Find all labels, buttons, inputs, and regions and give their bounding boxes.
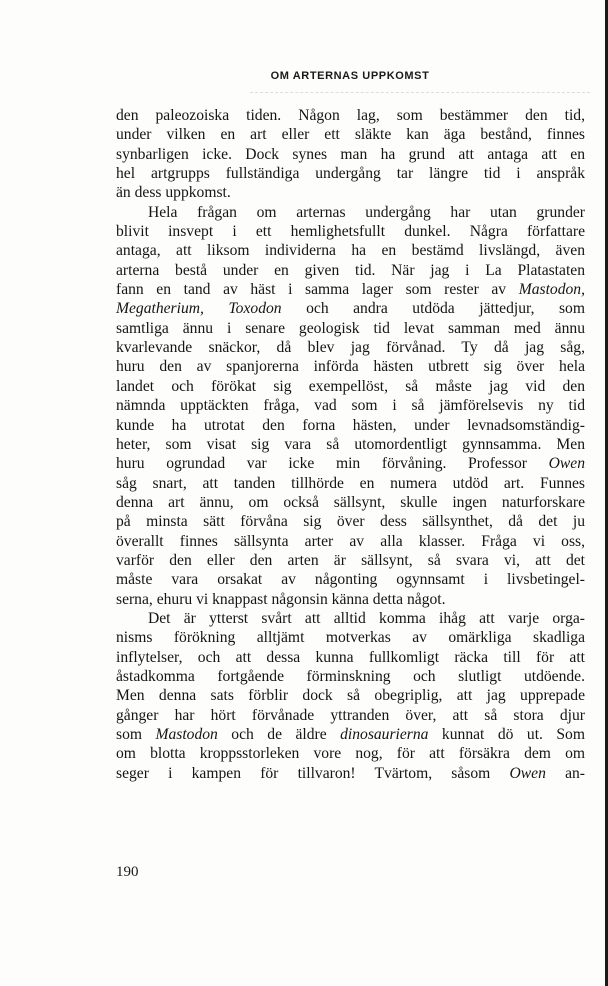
text-line: [116, 319, 585, 338]
text-line: [116, 628, 585, 647]
text-line: [116, 648, 585, 667]
text-segment: landet och förökat sig exempellöst, så måste jag vid den: [116, 377, 585, 395]
text-segment: an-: [545, 764, 586, 782]
text-line: [116, 357, 585, 376]
running-head: OM ARTERNAS UPPKOMST: [270, 70, 430, 82]
text-segment: och de äldre: [217, 726, 341, 743]
text-line: [116, 261, 585, 280]
text-line: [116, 241, 585, 260]
text-segment: än dess uppkomst.: [116, 184, 231, 202]
text-line: [116, 454, 585, 473]
text-segment: den paleozoiska tiden. Någon lag, som bestämmer den tid,: [116, 107, 585, 124]
text-segment: seger i kampen för tillvaron! Tvärtom, såsom: [116, 764, 510, 782]
text-line: [116, 551, 585, 570]
text-line: [116, 435, 585, 454]
text-line: [116, 725, 585, 744]
header-faint-marks: [250, 92, 590, 95]
italic-term: Owen: [548, 455, 585, 473]
text-segment: inflytelser, och att dessa kunna fullkomligt räcka till för att: [116, 648, 585, 666]
text-line: [116, 532, 585, 551]
text-segment: nisms förökning alltjämt motverkas av omärkliga skadliga: [116, 629, 585, 647]
text-line: [116, 222, 585, 241]
text-segment: varför den eller den arten är sällsynt, så svara vi, att det: [116, 551, 585, 569]
text-line: [116, 493, 585, 512]
text-line: [116, 299, 585, 318]
text-segment: serna, ehuru vi knappast någonsin känna detta något.: [116, 590, 446, 608]
italic-term: Owen: [509, 764, 546, 782]
text-line: [116, 764, 585, 783]
text-segment: [204, 300, 229, 317]
italic-term: Mastodon,: [518, 281, 585, 299]
italic-term: Mastodon: [155, 726, 218, 743]
text-segment: gånger har hört förvånade yttranden över, att så stora djur: [116, 706, 585, 724]
page-number: 190: [116, 864, 139, 880]
text-segment: om blotta kroppsstorleken vore nog, för att försäkra dem om: [116, 745, 585, 763]
text-segment: blivit insvept i ett hemlighetsfullt dunkel. Några författare: [116, 223, 585, 241]
text-line: [116, 609, 585, 628]
body-text: [116, 106, 585, 783]
text-segment: nämnda upptäckten fråga, vad som i så jämförelsevis ny tid: [116, 397, 585, 415]
text-line: [116, 338, 585, 357]
text-line: [116, 474, 585, 493]
text-segment: huru ogrundad var icke min förvåning. Professor: [116, 455, 549, 473]
text-segment: samtliga ännu i senare geologisk tid levat samman med ännu: [116, 319, 585, 337]
text-segment: hel artgrupps fullständiga undergång tar längre tid i anspråk: [116, 165, 585, 183]
text-segment: fann en tand av häst i samma lager som rester av: [116, 281, 519, 299]
text-line: [116, 183, 585, 202]
text-line: [116, 164, 585, 183]
text-line: [116, 706, 585, 725]
text-segment: kunde ha utrotat den forna hästen, under levnadsomständig-: [116, 416, 585, 434]
text-segment: denna art ännu, om också sällsynt, skulle ingen naturforskare: [116, 493, 585, 511]
text-line: [116, 744, 585, 763]
text-line: [116, 125, 585, 144]
italic-term: Megatherium,: [116, 300, 204, 318]
text-segment: Men denna sats förblir dock så obegriplig, att jag upprepade: [116, 687, 585, 705]
text-line: [116, 686, 585, 705]
text-line: [116, 377, 585, 396]
text-line: [116, 570, 585, 589]
text-segment: kvarlevande snäckor, då blev jag förvånad. Ty då jag såg,: [116, 339, 585, 357]
text-segment: huru den av spanjorerna införda hästen utbrett sig över hela: [116, 358, 585, 376]
text-segment: måste vara orsakat av någonting ogynnsamt i livsbetingel-: [116, 571, 585, 589]
text-segment: överallt finnes sällsynta arter av alla klasser. Fråga vi oss,: [116, 532, 585, 550]
text-segment: synbarligen icke. Dock synes man ha grund att antaga att en: [116, 145, 585, 163]
text-line: [116, 590, 585, 609]
text-segment: Det är ytterst svårt att alltid komma ihåg att varje orga-: [148, 609, 585, 627]
text-line: [116, 106, 585, 125]
text-line: [116, 145, 585, 164]
text-segment: kunnat dö ut. Som: [428, 726, 585, 743]
text-line: [116, 203, 585, 222]
italic-term: Toxodon: [228, 300, 282, 318]
text-segment: såg snart, att tanden tillhörde en numera utdöd art. Funnes: [116, 474, 585, 492]
text-line: [116, 512, 585, 531]
text-segment: som: [116, 726, 156, 743]
text-segment: arterna bestå under en given tid. När jag i La Platastaten: [116, 261, 585, 279]
text-line: [116, 667, 585, 686]
text-line: [116, 396, 585, 415]
text-segment: Hela frågan om arternas undergång har utan grunder: [148, 203, 585, 221]
text-segment: och andra utdöda jättedjur, som: [281, 300, 585, 318]
text-segment: under vilken en art eller ett släkte kan äga bestånd, finnes: [116, 126, 585, 144]
text-segment: antaga, att liksom individerna ha en bestämd livslängd, även: [116, 242, 585, 260]
text-segment: åstadkomma fortgående förminskning och slutligt utdöende.: [116, 667, 585, 685]
text-segment: heter, som visat sig vara så utomordentligt gynnsamma. Men: [116, 435, 585, 453]
text-line: [116, 280, 585, 299]
italic-term: dinosaurierna: [340, 726, 429, 743]
text-line: [116, 416, 585, 435]
text-segment: på minsta sätt förvåna sig över dess sällsynthet, då det ju: [116, 513, 585, 531]
